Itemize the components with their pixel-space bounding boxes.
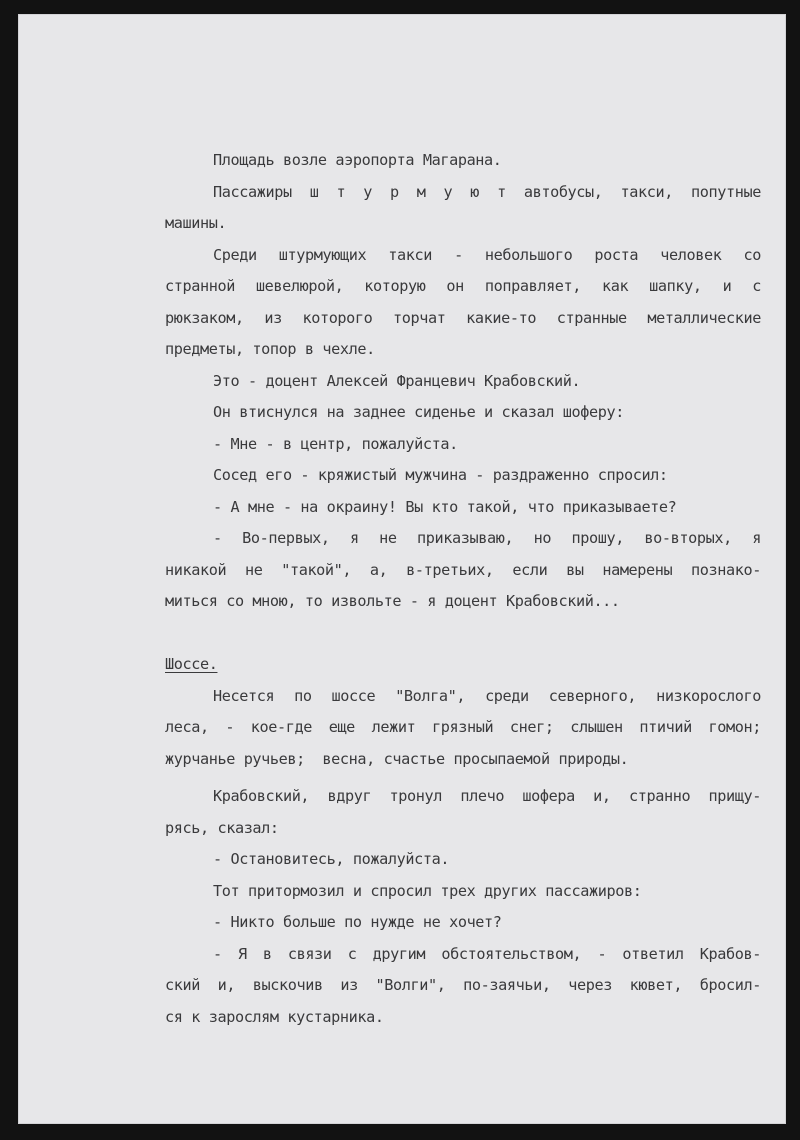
page-text: [165, 145, 761, 1033]
text-line: машины.: [165, 214, 227, 232]
text-line: Площадь возле аэропорта Магарана.: [213, 151, 502, 169]
text-line: - А мне - на окраину! Вы кто такой, что приказываете?: [213, 497, 677, 516]
text-line: - Во-первых, я не приказываю, но прошу, во-вторых, я: [213, 529, 761, 547]
scene-heading: Шоссе.: [165, 655, 218, 673]
text-line: Среди штурмующих такси - небольшого роста человек со: [213, 245, 761, 264]
text-line: Пассажиры ш т у р м у ю т автобусы, такси, попутные: [213, 182, 761, 201]
text-line: Сосед его - кряжистый мужчина - раздраженно спросил:: [213, 466, 668, 484]
text-line: журчанье ручьев; весна, счастье просыпаемой природы.: [165, 749, 629, 768]
text-line: Несется по шоссе "Волга", среди северного, низкорослого: [213, 686, 761, 705]
text-line: никакой не "такой", а, в-третьих, если вы намерены познако-: [165, 560, 761, 579]
text-line: - Никто больше по нужде не хочет?: [213, 913, 502, 931]
text-line: леса, - кое-где еще лежит грязный снег; слышен птичий гомон;: [165, 718, 761, 736]
text-line: предметы, топор в чехле.: [165, 340, 375, 358]
text-line: - Мне - в центр, пожалуйста.: [213, 434, 458, 453]
text-line: Это - доцент Алексей Францевич Крабовский.: [213, 371, 581, 390]
text-line: ский и, выскочив из "Волги", по-заячьи, через кювет, бросил-: [165, 976, 761, 994]
text-line: рясь, сказал:: [165, 818, 279, 837]
text-line: Крабовский, вдруг тронул плечо шофера и, странно прищу-: [213, 787, 761, 805]
text-line: ся к зарослям кустарника.: [165, 1007, 384, 1026]
text-line: Он втиснулся на заднее сиденье и сказал шоферу:: [213, 403, 624, 421]
text-line: странной шевелюрой, которую он поправляет, как шапку, и с: [165, 277, 761, 295]
text-line: - Я в связи с другим обстоятельством, - ответил Крабов-: [213, 944, 761, 963]
text-line: Тот притормозил и спросил трех других пассажиров:: [213, 881, 642, 900]
text-line: миться со мною, то извольте - я доцент Крабовский...: [165, 592, 620, 610]
paragraph-gap: [165, 618, 761, 650]
text-line: - Остановитесь, пожалуйста.: [213, 850, 450, 868]
typewritten-page: [18, 14, 786, 1124]
text-line: рюкзаком, из которого торчат какие-то странные металлические: [165, 308, 761, 327]
